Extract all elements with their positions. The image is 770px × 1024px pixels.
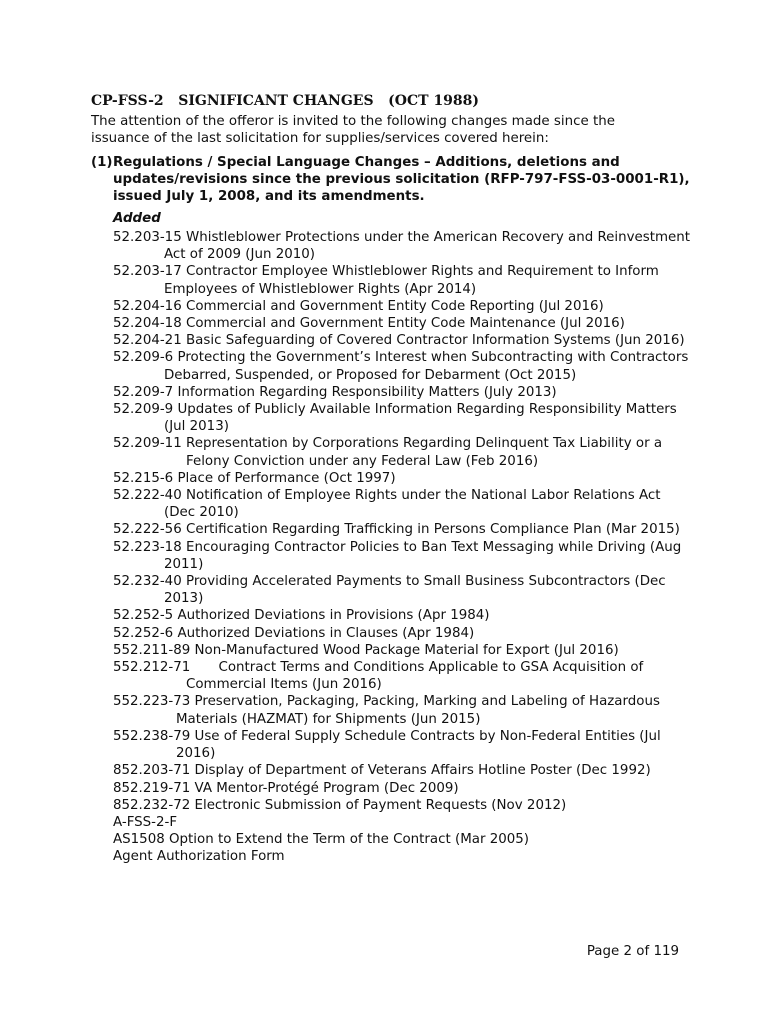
clause-code: 852.203-71 (113, 763, 191, 779)
section-number: (1) (91, 155, 113, 170)
clause-item (113, 332, 693, 349)
clause-item (113, 229, 693, 263)
clause-title: Non-Manufactured Wood Package Material for Export (Jul 2016) (194, 642, 619, 658)
clause-title: Protecting the Government’s Interest when Subcontracting with Contractors Debarred, Suspended, or Proposed for Debarment (Oct 2015) (164, 350, 689, 383)
clause-code: 52.252-5 (113, 608, 174, 624)
clause-item (113, 263, 693, 297)
clause-title: Use of Federal Supply Schedule Contracts by Non-Federal Entities (Jul 2016) (176, 728, 661, 762)
clause-code: 52.222-56 (113, 522, 182, 538)
clause-title: Certification Regarding Trafficking in Persons Compliance Plan (Mar 2015) (186, 522, 680, 538)
clause-item (113, 435, 693, 469)
clause-item (113, 521, 693, 538)
clause-item (113, 349, 693, 383)
clause-title: Commercial and Government Entity Code Reporting (Jul 2016) (186, 298, 604, 314)
clause-item (113, 659, 693, 693)
clause-title: Representation by Corporations Regarding Delinquent Tax Liability or a Felony Conviction under any Federal Law (Feb 2016) (186, 436, 663, 469)
clause-heading: CP-FSS-2 SIGNIFICANT CHANGES (OCT 1988) (91, 93, 480, 109)
clause-code: 552.212-71 (113, 660, 191, 676)
clause-title: Authorized Deviations in Clauses (Apr 1984) (177, 625, 475, 641)
section-1-title (91, 154, 691, 205)
clause-code: 52.203-17 (113, 264, 182, 280)
clause-item (113, 315, 693, 332)
clause-item (113, 487, 693, 521)
clause-item (113, 470, 693, 487)
clause-title: Providing Accelerated Payments to Small Business Subcontractors (Dec 2013) (164, 574, 666, 607)
clause-title: Notification of Employee Rights under the National Labor Relations Act (Dec 2010) (164, 488, 661, 521)
clause-code: 52.252-6 (113, 625, 174, 641)
clause-code: A-FSS-2-F (113, 814, 178, 830)
clause-item (113, 693, 693, 727)
clause-code: 52.223-18 (113, 539, 182, 555)
clause-code: 52.209-7 (113, 384, 174, 400)
clause-title: Preservation, Packaging, Packing, Marking and Labeling of Hazardous Materials (HAZMAT) for Shipments (Jun 2015) (176, 694, 660, 727)
clause-item (113, 573, 693, 607)
section-title-text: Regulations / Special Language Changes – Additions, deletions and updates/revisions since the previous solicitation (RFP-797-FSS-03-0001-R1), issued July 1, 2008, and its amendments. (113, 155, 690, 204)
clause-code: 552.211-89 (113, 642, 191, 658)
clause-title: Option to Extend the Term of the Contract (Mar 2005) (169, 832, 530, 848)
clause-code: 52.204-16 (113, 298, 182, 314)
clause-item (113, 831, 693, 848)
clause-title: Place of Performance (Oct 1997) (177, 470, 396, 486)
clause-title: Commercial and Government Entity Code Maintenance (Jul 2016) (186, 316, 625, 332)
clause-title: Whistleblower Protections under the American Recovery and Reinvestment Act of 2009 (Jun 2010) (164, 230, 691, 263)
clause-item (113, 298, 693, 315)
clause-item (113, 384, 693, 401)
clause-code: 52.209-9 (113, 402, 174, 418)
clause-item (113, 642, 693, 659)
clause-title: Display of Department of Veterans Affairs Hotline Poster (Dec 1992) (194, 763, 651, 779)
clause-item (113, 539, 693, 573)
clause-code: 852.232-72 (113, 797, 191, 813)
clause-item (113, 625, 693, 642)
clause-title: Information Regarding Responsibility Matters (July 2013) (177, 384, 557, 400)
clause-item (113, 728, 693, 762)
clause-code: 852.219-71 (113, 780, 191, 796)
clause-code: 52.204-18 (113, 316, 182, 332)
clause-code: 552.238-79 (113, 728, 191, 744)
clause-code: AS1508 (113, 832, 165, 848)
clause-item (113, 762, 693, 779)
clause-title: Encouraging Contractor Policies to Ban Text Messaging while Driving (Aug 2011) (164, 539, 682, 572)
clause-item (113, 814, 693, 831)
clause-title: Basic Safeguarding of Covered Contractor Information Systems (Jun 2016) (186, 333, 685, 349)
added-label: Added (113, 211, 161, 226)
clause-title: Contract Terms and Conditions Applicable to GSA Acquisition of Commercial Items (Jun 2016) (186, 660, 644, 693)
clause-code: 552.223-73 (113, 694, 191, 710)
clause-title: VA Mentor-Protégé Program (Dec 2009) (194, 780, 459, 796)
clause-title: Authorized Deviations in Provisions (Apr 1984) (177, 608, 490, 624)
clause-code: 52.203-15 (113, 230, 182, 245)
clause-title: Contractor Employee Whistleblower Rights and Requirement to Inform Employees of Whistleblower Rights (Apr 2014) (164, 264, 659, 297)
clause-code: 52.232-40 (113, 574, 182, 590)
clause-item (113, 780, 693, 797)
clause-code: 52.209-11 (113, 436, 182, 452)
clause-code: 52.209-6 (113, 350, 174, 366)
clause-code: 52.204-21 (113, 333, 182, 349)
clause-item (113, 607, 693, 624)
clause-code: 52.215-6 (113, 470, 174, 486)
clause-code: Agent (113, 849, 153, 865)
clause-item (113, 401, 693, 435)
intro-paragraph: The attention of the offeror is invited to the following changes made since the issuance of the last solicitation for supplies/services covered herein: (91, 114, 615, 146)
clause-title: Authorization Form (156, 849, 285, 865)
added-clause-list (113, 229, 693, 866)
clause-title: Updates of Publicly Available Information Regarding Responsibility Matters (Jul 2013) (164, 402, 677, 435)
clause-item (113, 848, 693, 865)
page-number: Page 2 of 119 (586, 944, 679, 959)
clause-item (113, 797, 693, 814)
clause-title: Electronic Submission of Payment Requests (Nov 2012) (194, 797, 567, 813)
clause-code: 52.222-40 (113, 488, 182, 504)
